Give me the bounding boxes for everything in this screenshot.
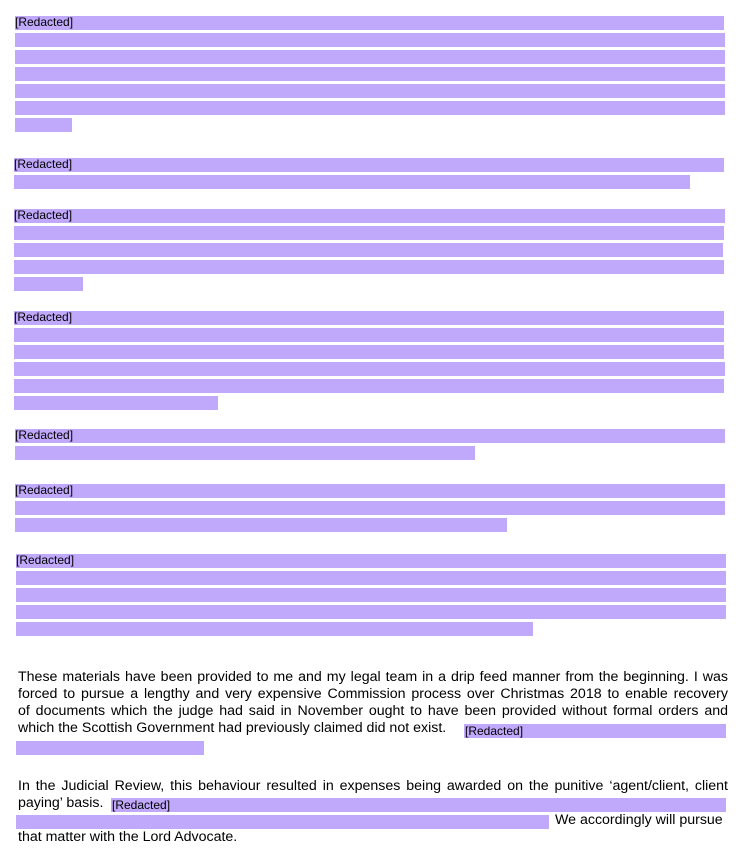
paragraph-line: that matter with the Lord Advocate. [18, 829, 238, 845]
redaction-label: [Redacted] [15, 483, 74, 497]
redaction-bar [14, 379, 724, 393]
redaction-label: [Redacted] [112, 798, 171, 812]
paragraph-line: forced to pursue a lengthy and very expensive Commission process over Christmas 2018 to enable recovery [18, 686, 728, 702]
redaction-bar [15, 501, 725, 515]
redaction-bar [16, 605, 726, 619]
redaction-bar [111, 798, 726, 812]
redaction-bar [14, 345, 724, 359]
paragraph-line: which the Scottish Government had previously claimed did not exist. [18, 720, 447, 736]
redaction-label: [Redacted] [14, 310, 73, 324]
redaction-bar [14, 396, 218, 410]
redaction-label: [Redacted] [16, 553, 75, 567]
paragraph-line: paying’ basis. [18, 795, 104, 811]
paragraph-line: of documents which the judge had said in November ought to have been provided without formal orders and [18, 703, 728, 719]
redaction-bar [15, 67, 725, 81]
redaction-bar [14, 277, 83, 291]
redaction-bar [16, 815, 549, 829]
redaction-bar [14, 328, 724, 342]
redaction-bar [16, 622, 533, 636]
paragraph-line: These materials have been provided to me and my legal team in a drip feed manner from the beginning. I was [18, 669, 728, 685]
redaction-bar [15, 101, 725, 115]
redaction-label: [Redacted] [15, 15, 74, 29]
redaction-bar [15, 33, 725, 47]
redaction-bar [16, 588, 726, 602]
redaction-label: [Redacted] [15, 428, 74, 442]
redaction-label: [Redacted] [465, 724, 524, 738]
redaction-bar [16, 741, 204, 755]
redaction-label: [Redacted] [14, 208, 73, 222]
redaction-label: [Redacted] [14, 157, 73, 171]
redaction-bar [14, 226, 724, 240]
redaction-bar [15, 16, 724, 30]
paragraph-line: In the Judicial Review, this behaviour resulted in expenses being awarded on the punitive ‘agent/client, client [18, 778, 728, 794]
redaction-bar [14, 243, 723, 257]
redaction-bar [15, 446, 475, 460]
redaction-bar [14, 311, 724, 325]
redaction-bar [14, 362, 725, 376]
redaction-bar [15, 118, 72, 132]
redaction-bar [15, 429, 725, 443]
redaction-bar [14, 175, 690, 189]
redaction-bar [15, 84, 725, 98]
redaction-bar [15, 484, 725, 498]
redaction-bar [14, 260, 724, 274]
redaction-bar [15, 518, 507, 532]
redaction-bar [16, 571, 726, 585]
redaction-bar [14, 158, 724, 172]
redaction-bar [15, 50, 725, 64]
paragraph-line: We accordingly will pursue [555, 812, 723, 828]
redaction-bar [14, 209, 725, 223]
redaction-bar [16, 554, 726, 568]
